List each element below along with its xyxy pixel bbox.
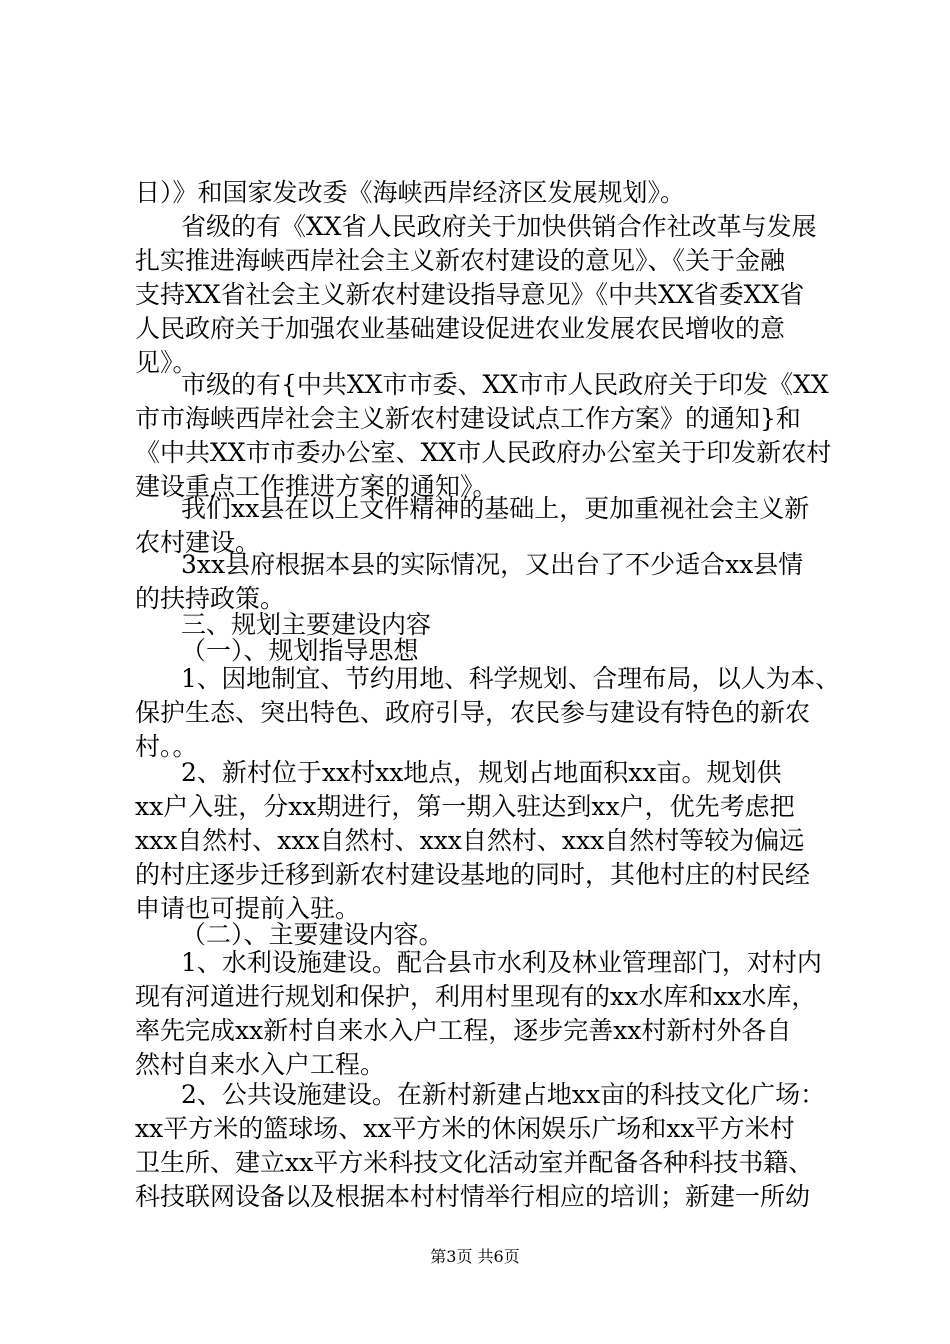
section-heading: 三、规划主要建设内容 bbox=[181, 610, 432, 639]
text-line: 的扶持政策。 bbox=[135, 584, 286, 613]
text-line: 申请也可提前入驻。 bbox=[135, 894, 361, 923]
text-line: 2、新村位于xx村xx地点，规划占地面积xx亩。规划供 bbox=[181, 758, 782, 787]
text-line: 我们xx县在以上文件精神的基础上，更加重视社会主义新 bbox=[181, 494, 810, 523]
text-line: 保护生态、突出特色、政府引导，农民参与建设有特色的新农 bbox=[135, 698, 811, 727]
text-line: 科技联网设备以及根据本村村情举行相应的培训；新建一所幼 bbox=[135, 1182, 811, 1211]
text-line: 日）》和国家发改委《海峡西岸经济区发展规划》。 bbox=[135, 178, 686, 207]
text-line: 省级的有《XX省人民政府关于加快供销合作社改革与发展 bbox=[181, 212, 817, 241]
text-line: 支持XX省社会主义新农村建设指导意见》《中共XX省委XX省 bbox=[135, 280, 805, 309]
text-line: 建设重点工作推进方案的通知》。 bbox=[135, 472, 498, 501]
subsection-heading: （一）、规划指导思想 bbox=[181, 636, 419, 665]
text-line: 现有河道进行规划和保护，利用村里现有的xx水库和xx水库， bbox=[135, 982, 817, 1011]
text-line: 扎实推进海峡西岸社会主义新农村建设的意见》、《关于金融 bbox=[135, 246, 786, 275]
text-line: 《中共XX市市委办公室、XX市人民政府办公室关于印发新农村 bbox=[135, 438, 832, 467]
text-line: 人民政府关于加强农业基础建设促进农业发展农民增收的意 bbox=[135, 314, 786, 343]
text-line: xxx自然村、xxx自然村、xxx自然村、xxx自然村等较为偏远 bbox=[135, 826, 805, 855]
text-line: 市市海峡西岸社会主义新农村建设试点工作方案》的通知}和 bbox=[135, 404, 801, 433]
subsection-heading: （二）、主要建设内容。 bbox=[181, 920, 444, 949]
text-line: 然村自来水入户工程。 bbox=[135, 1050, 386, 1079]
text-line: 1、因地制宜、节约用地、科学规划、合理布局，以人为本、 bbox=[181, 664, 840, 693]
text-line: 率先完成xx新村自来水入户工程，逐步完善xx村新村外各自 bbox=[135, 1016, 792, 1045]
text-line: xx平方米的篮球场、xx平方米的休闲娱乐广场和xx平方米村 bbox=[135, 1114, 795, 1143]
text-line: 2、公共设施建设。在新村新建占地xx亩的科技文化广场： bbox=[181, 1080, 826, 1109]
page-footer: 第3页 共6页 bbox=[430, 1247, 520, 1266]
text-line: xx户入驻，分xx期进行，第一期入驻达到xx户，优先考虑把 bbox=[135, 792, 795, 821]
text-line: 市级的有{中共XX市市委、XX市市人民政府关于印发《XX bbox=[181, 370, 829, 399]
text-line: 的村庄逐步迁移到新农村建设基地的同时，其他村庄的村民经 bbox=[135, 860, 811, 889]
text-line: 卫生所、建立xx平方米科技文化活动室并配备各种科技书籍、 bbox=[135, 1148, 814, 1177]
text-line: 3xx县府根据本县的实际情况，又出台了不少适合xx县情 bbox=[181, 550, 804, 579]
text-line: 1、水利设施建设。配合县市水利及林业管理部门，对村内 bbox=[181, 948, 822, 977]
text-line: 见》。 bbox=[135, 348, 198, 377]
text-line: 农村建设。 bbox=[135, 528, 261, 557]
text-line: 村。。 bbox=[135, 732, 198, 761]
